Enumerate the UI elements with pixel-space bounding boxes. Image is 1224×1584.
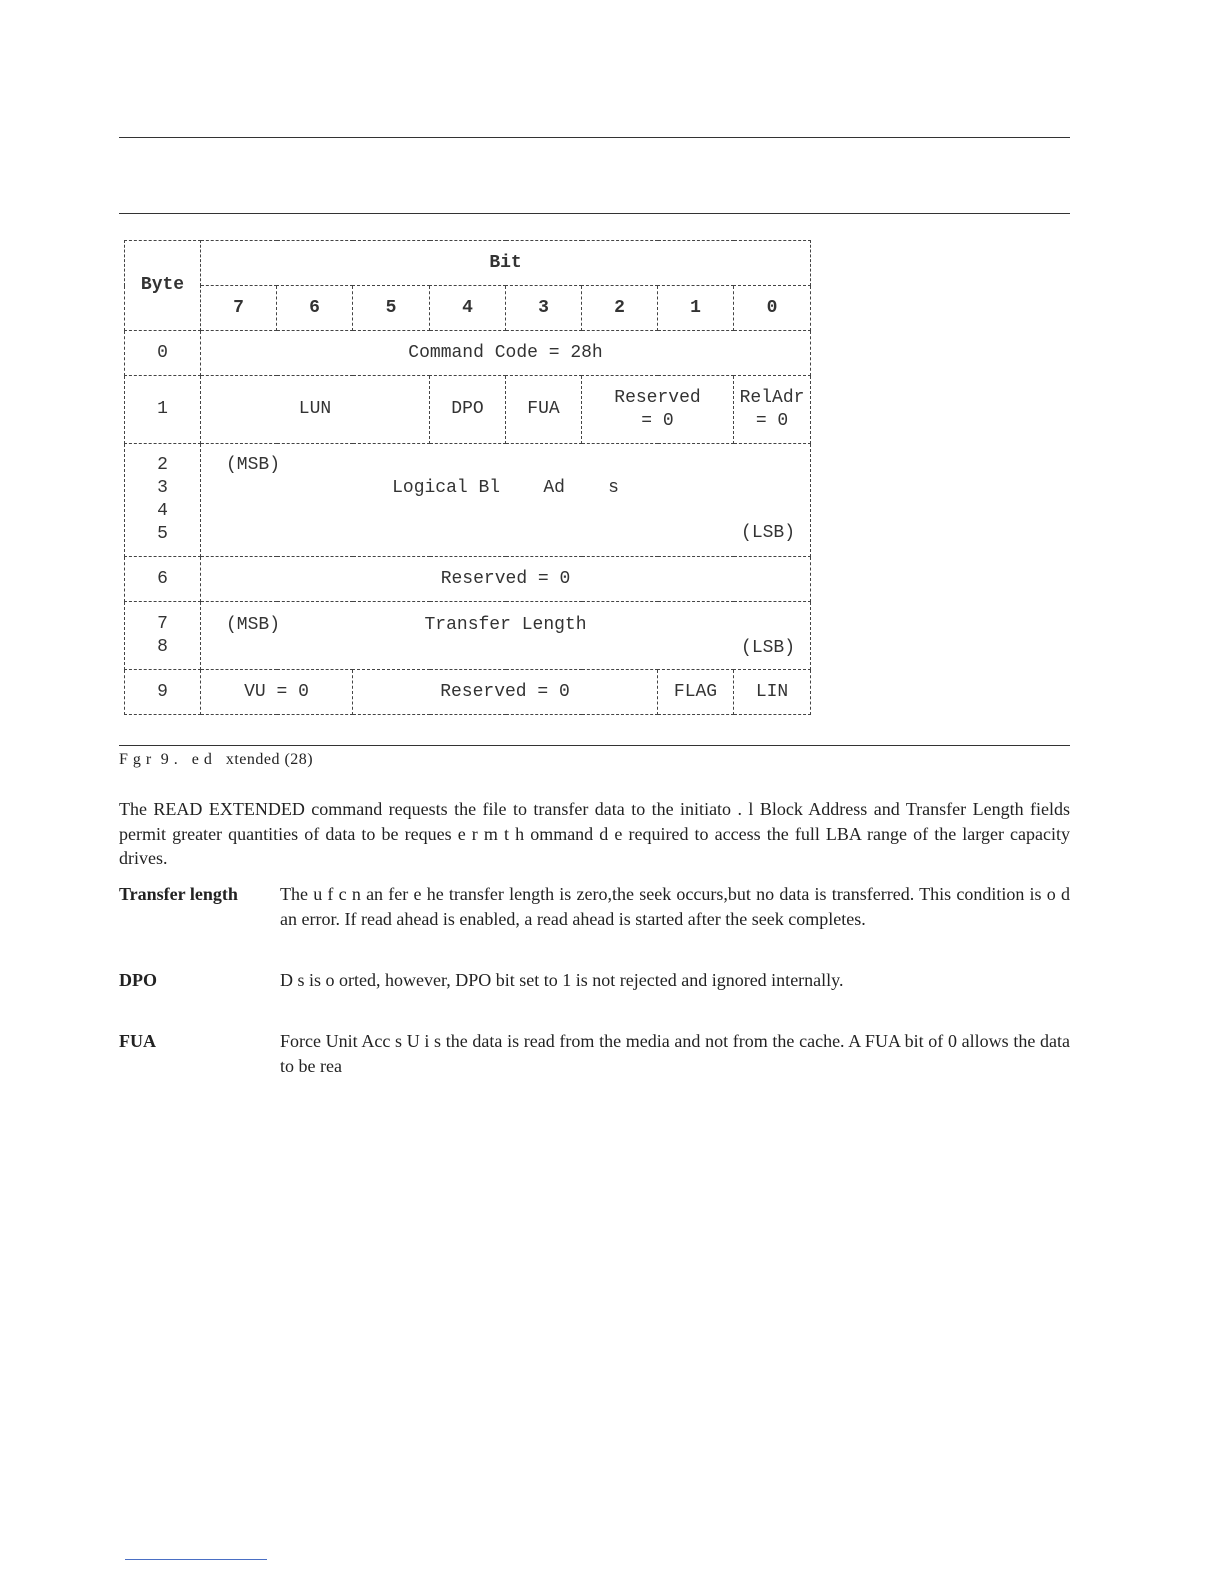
byte-header: Byte bbox=[125, 241, 201, 331]
reserved-field bbox=[582, 376, 734, 444]
header-row-bit bbox=[125, 241, 811, 286]
byte-number: 3 bbox=[157, 478, 168, 498]
definition-term: Transfer length bbox=[119, 884, 238, 904]
bit-4: 4 bbox=[430, 286, 506, 331]
caption-rule bbox=[119, 745, 1070, 746]
fua-field: FUA bbox=[506, 376, 582, 444]
byte-number: 1 bbox=[125, 376, 201, 444]
bit-3: 3 bbox=[506, 286, 582, 331]
transfer-length-label: Transfer Length bbox=[424, 615, 587, 635]
reserved-bits-field: Reserved = 0 bbox=[353, 670, 658, 715]
header-row-bit-numbers bbox=[125, 286, 811, 331]
bit-6: 6 bbox=[277, 286, 353, 331]
definition-text: Force Unit Acc s U i s the data is read from the media and not from the cache. A FUA bit of 0 allows the data to be rea bbox=[280, 1031, 1070, 1076]
byte-number: 2 bbox=[157, 455, 168, 475]
row-byte-1 bbox=[125, 376, 811, 444]
byte-numbers bbox=[125, 444, 201, 557]
bit-5: 5 bbox=[353, 286, 430, 331]
figure-caption: F g r 9 . e d xtended (28) bbox=[119, 751, 314, 768]
msb-marker: (MSB) bbox=[226, 615, 281, 635]
row-bytes-7-8 bbox=[125, 602, 811, 670]
dpo-field: DPO bbox=[430, 376, 506, 444]
read-extended-cdb-table bbox=[124, 240, 811, 715]
byte-number: 9 bbox=[125, 670, 201, 715]
reladr-field bbox=[734, 376, 811, 444]
reserved-label: Reserved bbox=[614, 387, 701, 408]
reserved-byte-field: Reserved = 0 bbox=[201, 557, 811, 602]
reladr-label: RelAdr bbox=[739, 387, 805, 408]
command-code-field: Command Code = 28h bbox=[201, 331, 811, 376]
lsb-marker: (LSB) bbox=[741, 523, 796, 543]
intro-paragraph: The READ EXTENDED command requests the file to transfer data to the initiato . l Block Address and Transfer Length fields permit greater quantities of data to be reques e r m t h ommand d e required to access the full LBA range of the larger capacity drives. bbox=[119, 799, 1070, 868]
byte-number: 4 bbox=[157, 501, 168, 521]
bit-1: 1 bbox=[658, 286, 734, 331]
byte-number: 7 bbox=[157, 613, 168, 634]
reserved-value: = 0 bbox=[641, 410, 674, 431]
bit-2: 2 bbox=[582, 286, 658, 331]
byte-number: 0 bbox=[125, 331, 201, 376]
definition-text: The u f c n an fer e he transfer length is zero,the seek occurs,but no data is transferred. This condition is o d an error. If read ahead is enabled, a read ahead is started after the seek completes. bbox=[280, 884, 1070, 929]
bit-7: 7 bbox=[201, 286, 277, 331]
row-bytes-2-5 bbox=[125, 444, 811, 557]
byte-number: 8 bbox=[157, 636, 168, 657]
footer-rule bbox=[125, 1559, 267, 1560]
byte-numbers bbox=[125, 602, 201, 670]
reladr-value: = 0 bbox=[755, 410, 789, 431]
bit-header: Bit bbox=[201, 241, 811, 286]
lin-field: LIN bbox=[734, 670, 811, 715]
definition-term: DPO bbox=[119, 970, 157, 990]
flag-field: FLAG bbox=[658, 670, 734, 715]
bit-0: 0 bbox=[734, 286, 811, 331]
row-byte-0 bbox=[125, 331, 811, 376]
header-rule bbox=[119, 213, 1070, 214]
definition-term: FUA bbox=[119, 1031, 156, 1051]
top-rule bbox=[119, 137, 1070, 138]
row-byte-6 bbox=[125, 557, 811, 602]
logical-block-address-field bbox=[201, 444, 811, 557]
byte-number: 6 bbox=[125, 557, 201, 602]
msb-marker: (MSB) bbox=[226, 455, 281, 475]
vu-field: VU = 0 bbox=[201, 670, 353, 715]
byte-number: 5 bbox=[157, 524, 168, 544]
lba-label: Logical Bl Ad s bbox=[392, 478, 619, 498]
lsb-marker: (LSB) bbox=[741, 638, 796, 658]
transfer-length-field bbox=[201, 602, 811, 670]
definition-text: D s is o orted, however, DPO bit set to 1 is not rejected and ignored internally. bbox=[280, 970, 844, 990]
row-byte-9 bbox=[125, 670, 811, 715]
lun-field: LUN bbox=[201, 376, 430, 444]
